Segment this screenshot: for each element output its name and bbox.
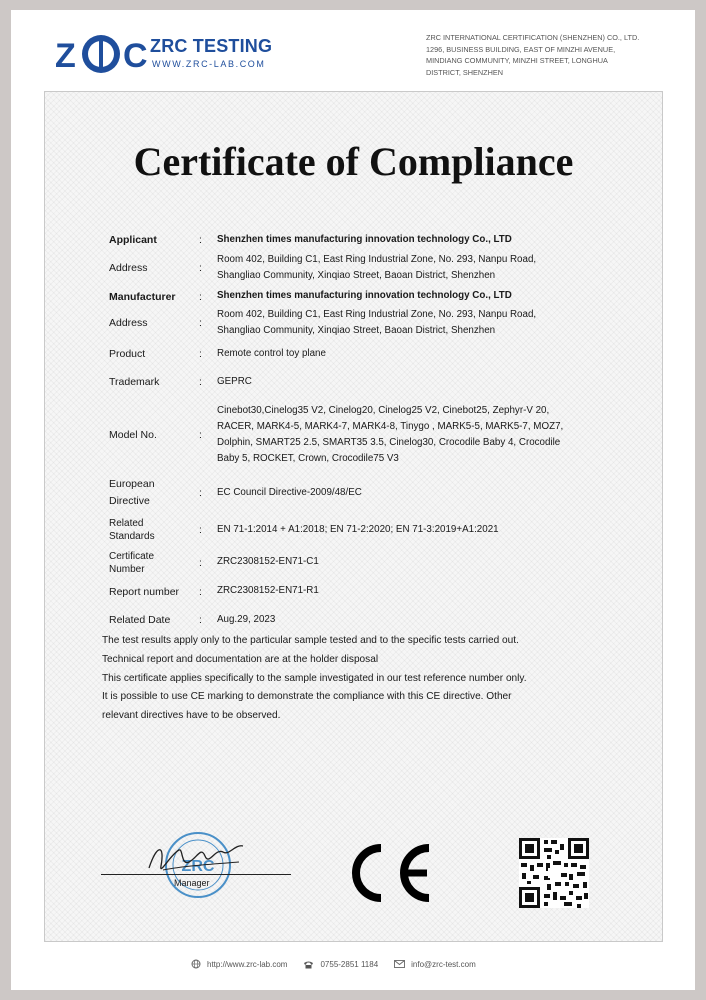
email-text: info@zrc-test.com bbox=[411, 959, 476, 969]
brand-url: WWW.ZRC-LAB.COM bbox=[152, 59, 266, 69]
label-line: European bbox=[109, 478, 155, 490]
field-colon: : bbox=[199, 614, 202, 626]
field-manufacturer-address bbox=[109, 305, 609, 341]
address-line: Shangliao Community, Xinqiao Street, Baoan District, Shenzhen bbox=[217, 270, 496, 281]
field-colon: : bbox=[199, 348, 202, 360]
zrc-logo bbox=[53, 30, 151, 78]
field-directive bbox=[109, 473, 609, 513]
footer-email[interactable] bbox=[394, 960, 476, 969]
field-label bbox=[109, 550, 199, 576]
field-certificate bbox=[109, 547, 609, 578]
field-colon: : bbox=[199, 234, 202, 246]
field-colon: : bbox=[199, 556, 202, 569]
field-value: ZRC2308152-EN71-C1 bbox=[217, 556, 319, 568]
field-colon: : bbox=[199, 429, 202, 441]
label-line: Related bbox=[109, 518, 144, 529]
field-value: GEPRC bbox=[217, 375, 252, 387]
field-value bbox=[217, 403, 609, 468]
model-line: Baby 5, ROCKET, Crown, Crocodile75 V3 bbox=[217, 453, 399, 465]
statement-line: Technical report and documentation are at the holder disposal bbox=[102, 653, 379, 665]
compliance-statement bbox=[102, 632, 602, 726]
field-report bbox=[109, 578, 609, 605]
field-value: Remote control toy plane bbox=[217, 347, 326, 359]
field-label bbox=[109, 476, 199, 510]
field-applicant bbox=[109, 232, 609, 248]
field-value: Shenzhen times manufacturing innovation technology Co., LTD bbox=[217, 290, 512, 302]
globe-icon bbox=[191, 959, 201, 969]
field-value bbox=[217, 307, 609, 339]
model-line: RACER, MARK4-5, MARK4-7, MARK4-8, Tinygo , MARK5-5, MARK5-7, MOZ7, bbox=[217, 420, 564, 432]
field-value: ZRC2308152-EN71-R1 bbox=[217, 585, 319, 597]
field-trademark bbox=[109, 367, 609, 397]
footer-phone bbox=[303, 960, 378, 969]
address-line: Shangliao Community, Xinqiao Street, Baoan District, Shenzhen bbox=[217, 325, 496, 336]
label-line: Directive bbox=[109, 495, 150, 507]
phone-text: 0755-2851 1184 bbox=[320, 959, 379, 969]
company-address bbox=[426, 32, 651, 78]
label-line: Standards bbox=[109, 531, 155, 542]
mail-icon bbox=[394, 960, 405, 968]
field-value: EC Council Directive-2009/48/EC bbox=[217, 486, 362, 498]
statement-line: The test results apply only to the particular sample tested and to the specific tests carried out. bbox=[102, 635, 519, 646]
field-label: Address bbox=[109, 262, 148, 274]
field-model bbox=[109, 397, 609, 473]
svg-text:ZRC: ZRC bbox=[181, 858, 215, 875]
field-label: Trademark bbox=[109, 376, 160, 388]
company-line: MINDIANG COMMUNITY, MINZHI STREET, LONGHUA bbox=[426, 56, 608, 66]
footer-website[interactable] bbox=[191, 959, 287, 969]
field-label: Applicant bbox=[109, 234, 157, 246]
address-line: Room 402, Building C1, East Ring Industrial Zone, No. 293, Nanpu Road, bbox=[217, 308, 537, 320]
company-line: 1296, BUSINESS BUILDING, EAST OF MINZHI AVENUE, bbox=[426, 44, 616, 54]
field-colon: : bbox=[199, 290, 202, 303]
field-colon: : bbox=[199, 317, 202, 329]
signature-line bbox=[101, 874, 291, 875]
footer-contact bbox=[191, 959, 476, 969]
field-label: Related Date bbox=[109, 614, 171, 626]
signature-block bbox=[101, 830, 291, 900]
field-colon: : bbox=[199, 487, 202, 499]
statement-line: This certificate applies specifically to the sample investigated in our test reference number only. bbox=[102, 672, 527, 684]
certificate-page bbox=[11, 10, 695, 990]
company-line: DISTRICT, SHENZHEN bbox=[426, 67, 504, 77]
field-colon: : bbox=[199, 376, 202, 388]
field-colon: : bbox=[199, 524, 202, 536]
field-label: Manufacturer bbox=[109, 290, 176, 303]
field-product bbox=[109, 341, 609, 367]
field-colon: : bbox=[199, 585, 202, 598]
svg-text:C: C bbox=[123, 37, 148, 75]
field-applicant-address bbox=[109, 248, 609, 288]
signatory-role: Manager bbox=[174, 878, 210, 888]
field-label: Product bbox=[109, 348, 146, 360]
field-manufacturer bbox=[109, 288, 609, 305]
field-value: EN 71-1:2014 + A1:2018; EN 71-2:2020; EN 71-3:2019+A1:2021 bbox=[217, 523, 499, 535]
field-label: Report number bbox=[109, 585, 180, 598]
field-value bbox=[217, 252, 609, 284]
address-line: Room 402, Building C1, East Ring Industrial Zone, No. 293, Nanpu Road, bbox=[217, 253, 537, 265]
qr-code bbox=[519, 838, 589, 908]
certificate-title: Certificate of Compliance bbox=[133, 139, 574, 184]
website-text: http://www.zrc-lab.com bbox=[207, 959, 288, 969]
field-value: Aug.29, 2023 bbox=[217, 613, 276, 625]
statement-line: It is possible to use CE marking to demonstrate the compliance with this CE directive. Other bbox=[102, 691, 512, 703]
label-line: Certificate bbox=[109, 550, 155, 562]
field-label bbox=[109, 517, 199, 543]
field-label: Address bbox=[109, 317, 148, 329]
field-value: Shenzhen times manufacturing innovation technology Co., LTD bbox=[217, 233, 512, 245]
field-label: Model No. bbox=[109, 429, 157, 441]
model-line: Dolphin, SMART25 2.5, SMART35 3.5, Cinelog30, Crocodile Baby 4, Crocodile bbox=[217, 437, 561, 448]
brand-name: ZRC TESTING bbox=[150, 36, 273, 56]
field-standards bbox=[109, 513, 609, 547]
model-line: Cinebot30,Cinelog35 V2, Cinelog20, Cinelog25 V2, Cinebot25, Zephyr-V 20, bbox=[217, 404, 550, 416]
field-date bbox=[109, 605, 609, 635]
phone-icon bbox=[303, 960, 314, 969]
label-line: Number bbox=[109, 563, 145, 575]
certificate-body bbox=[44, 91, 663, 942]
statement-line: relevant directives have to be observed. bbox=[102, 710, 281, 722]
certificate-fields bbox=[109, 232, 609, 635]
company-line: ZRC INTERNATIONAL CERTIFICATION (SHENZHEN) CO., LTD. bbox=[426, 33, 640, 42]
field-colon: : bbox=[199, 262, 202, 274]
svg-text:Z: Z bbox=[55, 37, 76, 75]
ce-mark bbox=[343, 842, 435, 904]
